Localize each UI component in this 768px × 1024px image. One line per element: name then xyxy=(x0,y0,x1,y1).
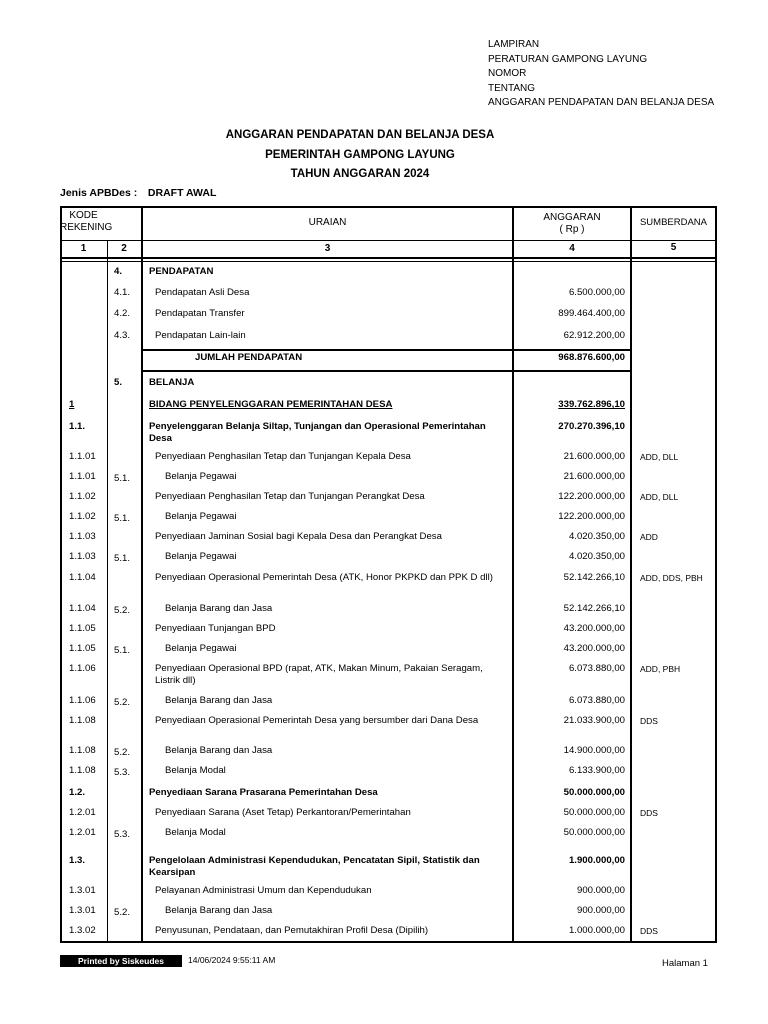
lampiran-line: ANGGARAN PENDAPATAN DAN BELANJA DESA xyxy=(488,97,715,108)
anggaran-value: 43.200.000,00 xyxy=(563,643,625,654)
anggaran-value: 50.000.000,00 xyxy=(563,787,625,798)
anggaran-value: 14.900.000,00 xyxy=(563,745,625,756)
uraian-text: PENDAPATAN xyxy=(149,266,214,277)
anggaran-value: 1.000.000,00 xyxy=(568,925,625,936)
lampiran-block xyxy=(488,38,714,111)
kode-akun: 4. xyxy=(114,266,123,277)
col-divider xyxy=(141,206,143,943)
anggaran-value: 6.500.000,00 xyxy=(568,287,625,298)
anggaran-value: 900.000,00 xyxy=(576,905,625,916)
header-anggaran xyxy=(514,212,630,236)
anggaran-value: 52.142.266,10 xyxy=(563,603,625,614)
header-uraian: URAIAN xyxy=(308,217,347,228)
uraian-text: Pendapatan Transfer xyxy=(155,308,245,319)
col-divider xyxy=(630,206,632,943)
anggaran-value: 21.033.900,00 xyxy=(563,715,625,726)
uraian-text: Belanja Barang dan Jasa xyxy=(165,695,273,706)
kode-akun: 4.3. xyxy=(114,330,131,341)
header-rp-label: ( Rp ) xyxy=(559,224,585,235)
uraian-text: Pendapatan Asli Desa xyxy=(155,287,250,298)
header-col-number: 1 xyxy=(80,243,87,254)
sumberdana-value: ADD, DDS, PBH xyxy=(640,573,703,583)
anggaran-value: 52.142.266,10 xyxy=(563,572,625,583)
uraian-text: Penyediaan Operasional Pemerintah Desa (ATK, Honor PKPKD dan PPK D dll) xyxy=(155,572,493,583)
uraian-text: Belanja Barang dan Jasa xyxy=(165,905,273,916)
uraian-text: Penyelenggaran Belanja Siltap, Tunjangan dan Operasional Pemerintahan Desa xyxy=(149,421,486,444)
anggaran-value: 50.000.000,00 xyxy=(563,807,625,818)
kode-rekening: 1.1.03 xyxy=(69,531,96,542)
kode-rekening: 1.2.01 xyxy=(69,827,96,838)
anggaran-value: 6.133.900,00 xyxy=(568,765,625,776)
header-col-number: 4 xyxy=(569,243,575,254)
kode-akun: 5.1. xyxy=(114,513,131,524)
anggaran-value: 4.020.350,00 xyxy=(568,531,625,542)
lampiran-line: LAMPIRAN xyxy=(488,39,540,50)
uraian-text: Penyediaan Sarana Prasarana Pemerintahan Desa xyxy=(149,787,378,798)
uraian-text: Penyediaan Penghasilan Tetap dan Tunjangan Perangkat Desa xyxy=(155,491,425,502)
header-col-number: 3 xyxy=(324,243,331,254)
uraian-text: Pengelolaan Administrasi Kependudukan, Pencatatan Sipil, Statistik dan Kearsipan xyxy=(149,855,480,878)
header-col-number: 5 xyxy=(670,242,677,253)
anggaran-value: 122.200.000,00 xyxy=(558,491,625,502)
sumberdana-value: ADD xyxy=(640,532,658,542)
sumberdana-value: DDS xyxy=(640,716,658,726)
sumberdana-value: ADD, DLL xyxy=(640,452,679,462)
kode-rekening: 1.1.06 xyxy=(69,695,96,706)
uraian-text: Penyediaan Tunjangan BPD xyxy=(155,623,276,634)
kode-rekening: 1.3.01 xyxy=(69,905,96,916)
kode-rekening: 1.1.06 xyxy=(69,663,96,674)
table-border-top xyxy=(60,206,717,208)
uraian-text: Belanja Pegawai xyxy=(165,551,237,562)
uraian-text: Belanja Pegawai xyxy=(165,643,237,654)
kode-rekening: 1.3.01 xyxy=(69,885,96,896)
table-border-left xyxy=(60,206,62,943)
kode-rekening: 1.1.08 xyxy=(69,715,96,726)
kode-rekening: 1.1.03 xyxy=(69,551,96,562)
total-divider xyxy=(141,370,632,372)
kode-rekening: 1.1.05 xyxy=(69,643,96,654)
kode-rekening: 1.1.04 xyxy=(69,572,96,583)
print-timestamp: 14/06/2024 9:55:11 AM xyxy=(188,955,276,965)
kode-rekening: 1.1.02 xyxy=(69,511,96,522)
kode-rekening: 1.1.08 xyxy=(69,745,96,756)
uraian-text: Penyusunan, Pendataan, dan Pemutakhiran Profil Desa (Dipilih) xyxy=(155,925,429,936)
lampiran-line: NOMOR xyxy=(488,68,527,79)
anggaran-value: 6.073.880,00 xyxy=(568,663,625,674)
kode-akun: 5.3. xyxy=(114,767,131,778)
anggaran-value: 270.270.396,10 xyxy=(558,421,625,432)
kode-akun: 5.1. xyxy=(114,553,131,564)
sumberdana-value: DDS xyxy=(640,926,658,936)
anggaran-value: 968.876.600,00 xyxy=(558,352,625,363)
kode-rekening: 1.2. xyxy=(69,787,86,798)
table-border-right xyxy=(715,206,717,943)
kode-rekening: 1.1.04 xyxy=(69,603,96,614)
kode-rekening: 1.3. xyxy=(69,855,86,866)
col-divider xyxy=(512,206,514,943)
kode-rekening: 1.2.01 xyxy=(69,807,96,818)
page-number: Halaman 1 xyxy=(662,958,708,969)
uraian-text: Penyediaan Sarana (Aset Tetap) Perkantoran/Pemerintahan xyxy=(155,807,411,818)
kode-rekening: 1.1.02 xyxy=(69,491,96,502)
sumberdana-value: ADD, DLL xyxy=(640,492,679,502)
title-line: PEMERINTAH GAMPONG LAYUNG xyxy=(265,148,455,161)
header-sumberdana: SUMBERDANA xyxy=(639,217,708,228)
kode-rekening: 1.1.08 xyxy=(69,765,96,776)
uraian-text: Pelayanan Administrasi Umum dan Kependudukan xyxy=(155,885,372,896)
uraian-text: Penyediaan Operasional BPD (rapat, ATK, Makan Minum, Pakaian Seragam, Listrik dll) xyxy=(155,663,483,686)
anggaran-value: 21.600.000,00 xyxy=(563,451,625,462)
anggaran-value: 43.200.000,00 xyxy=(563,623,625,634)
title-line: TAHUN ANGGARAN 2024 xyxy=(290,168,430,180)
header-anggaran-label: ANGGARAN xyxy=(543,212,601,223)
anggaran-value: 21.600.000,00 xyxy=(563,471,625,482)
uraian-text: BELANJA xyxy=(149,377,195,388)
uraian-text: Belanja Barang dan Jasa xyxy=(165,745,273,756)
kode-akun: 5.2. xyxy=(114,697,131,708)
anggaran-value: 122.200.000,00 xyxy=(558,511,625,522)
sumberdana-value: DDS xyxy=(640,808,658,818)
kode-akun: 5.2. xyxy=(114,907,131,918)
kode-rekening: 1 xyxy=(69,399,75,410)
anggaran-value: 62.912.200,00 xyxy=(563,330,625,341)
anggaran-value: 6.073.880,00 xyxy=(568,695,625,706)
uraian-text: Belanja Barang dan Jasa xyxy=(165,603,273,614)
sumberdana-value: ADD, PBH xyxy=(640,664,681,674)
header-divider xyxy=(60,257,717,259)
lampiran-line: PERATURAN GAMPONG LAYUNG xyxy=(488,53,648,65)
uraian-text: JUMLAH PENDAPATAN xyxy=(195,352,303,363)
jenis-label: Jenis APBDes : xyxy=(60,187,138,199)
uraian-text: Penyediaan Operasional Pemerintah Desa yang bersumber dari Dana Desa xyxy=(155,715,479,726)
kode-akun: 5.1. xyxy=(114,645,131,656)
budget-table xyxy=(60,206,717,943)
anggaran-value: 339.762.896,10 xyxy=(558,399,625,410)
kode-akun: 5.2. xyxy=(114,747,131,758)
kode-akun: 5.3. xyxy=(114,829,131,840)
kode-akun: 5.1. xyxy=(114,473,131,484)
header-col-number: 2 xyxy=(121,243,127,254)
uraian-text: Belanja Modal xyxy=(165,765,226,776)
kode-akun: 5. xyxy=(114,377,123,388)
printed-by-label: Printed by Siskeudes xyxy=(60,955,182,967)
uraian-text: Belanja Pegawai xyxy=(165,511,237,522)
kode-akun: 4.1. xyxy=(114,287,131,298)
kode-rekening: 1.1.05 xyxy=(69,623,96,634)
uraian-text: BIDANG PENYELENGGARAN PEMERINTAHAN DESA xyxy=(149,399,393,410)
total-divider xyxy=(141,349,632,351)
anggaran-value: 899.464.400,00 xyxy=(558,308,625,319)
col-divider xyxy=(107,261,108,943)
table-border-bottom xyxy=(60,941,717,943)
kode-rekening: 1.1.01 xyxy=(69,451,96,462)
uraian-text: Pendapatan Lain-lain xyxy=(155,330,246,341)
document-title xyxy=(60,126,660,185)
anggaran-value: 4.020.350,00 xyxy=(568,551,625,562)
header-divider xyxy=(60,240,717,241)
lampiran-line: TENTANG xyxy=(488,82,536,94)
title-line: ANGGARAN PENDAPATAN DAN BELANJA DESA xyxy=(225,129,495,141)
jenis-value: DRAFT AWAL xyxy=(147,187,217,199)
header-divider xyxy=(60,261,717,262)
uraian-text: Penyediaan Penghasilan Tetap dan Tunjangan Kepala Desa xyxy=(155,451,411,462)
anggaran-value: 900.000,00 xyxy=(576,885,625,896)
uraian-text: Belanja Modal xyxy=(165,827,226,838)
header-kode: KODE REKENING xyxy=(60,210,113,233)
kode-akun: 5.2. xyxy=(114,605,131,616)
jenis-apbdes xyxy=(60,187,216,199)
kode-rekening: 1.1.01 xyxy=(69,471,96,482)
uraian-text: Belanja Pegawai xyxy=(165,471,237,482)
anggaran-value: 1.900.000,00 xyxy=(568,855,625,866)
anggaran-value: 50.000.000,00 xyxy=(563,827,625,838)
kode-akun: 4.2. xyxy=(114,308,131,319)
kode-rekening: 1.1. xyxy=(69,421,86,432)
kode-rekening: 1.3.02 xyxy=(69,925,96,936)
uraian-text: Penyediaan Jaminan Sosial bagi Kepala Desa dan Perangkat Desa xyxy=(155,531,442,542)
